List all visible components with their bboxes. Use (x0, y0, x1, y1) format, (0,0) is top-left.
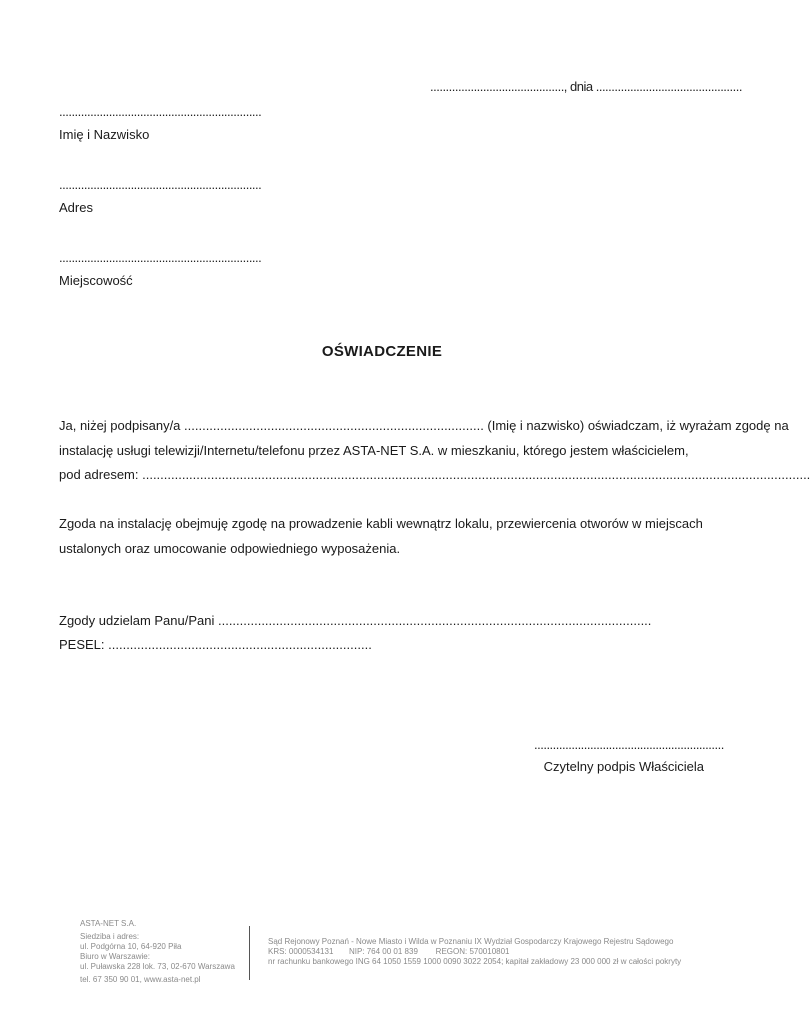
pesel-line: PESEL: ......................................................................... (59, 637, 372, 652)
declaration-line-1: Ja, niżej podpisany/a ................................................................................... (Imię i nazwisko) oświadczam, iż wyrażam zgodę na (59, 418, 789, 433)
document-title: OŚWIADCZENIE (321, 343, 443, 360)
footer-registry-info (268, 937, 681, 967)
footer-office-address: ul. Puławska 228 lok. 73, 02-670 Warszawa (80, 962, 235, 971)
footer-bank: nr rachunku bankowego ING 64 1050 1559 1000 0090 3022 2054; kapitał zakładowy 23 000 000 zł w całości pokryty (268, 957, 682, 966)
footer-company-info (80, 919, 235, 985)
scope-line-2: ustalonych oraz umocowanie odpowiedniego wyposażenia. (59, 540, 401, 556)
footer-hq-address: ul. Podgórna 10, 64-920 Piła (80, 942, 182, 951)
name-dots: ................................................................. (59, 104, 262, 119)
place-date-line: ..........................................., dnia ............................................... (430, 79, 742, 94)
footer-contact: tel. 67 350 90 01, www.asta-net.pl (80, 975, 201, 984)
footer-registry-numbers: KRS: 0000534131 NIP: 764 00 01 839 REGON: 570010801 (268, 947, 510, 956)
scope-paragraph (59, 512, 704, 561)
city-dots: ................................................................. (59, 250, 262, 265)
city-label: Miejscowość (59, 273, 133, 288)
consent-line: Zgody udzielam Panu/Pani ........................................................................................................................ (59, 613, 652, 628)
footer-hq-heading: Siedziba i adres: (80, 932, 140, 941)
declaration-line-3: pod adresem: ......................................................................................................................................................................................... (59, 467, 810, 482)
address-label: Adres (59, 200, 93, 215)
name-label: Imię i Nazwisko (59, 127, 150, 142)
declaration-paragraph (59, 414, 810, 488)
footer-office-heading: Biuro w Warszawie: (80, 952, 150, 961)
signature-dots: ............................................................. (534, 737, 724, 752)
footer-company-name: ASTA-NET S.A. (80, 919, 137, 928)
scope-line-1: Zgoda na instalację obejmuję zgodę na prowadzenie kabli wewnątrz lokalu, przewiercenia otworów w miejscach (59, 516, 703, 531)
signature-label: Czytelny podpis Właściciela (543, 759, 704, 774)
declaration-line-2: instalację usługi telewizji/Internetu/telefonu przez ASTA-NET S.A. w mieszkaniu, którego jestem właścicielem, (59, 442, 689, 458)
address-dots: ................................................................. (59, 177, 262, 192)
footer-divider (249, 926, 250, 980)
footer-court: Sąd Rejonowy Poznań - Nowe Miasto i Wilda w Poznaniu IX Wydział Gospodarczy Krajowego Rejestru Sądowego (268, 937, 674, 946)
